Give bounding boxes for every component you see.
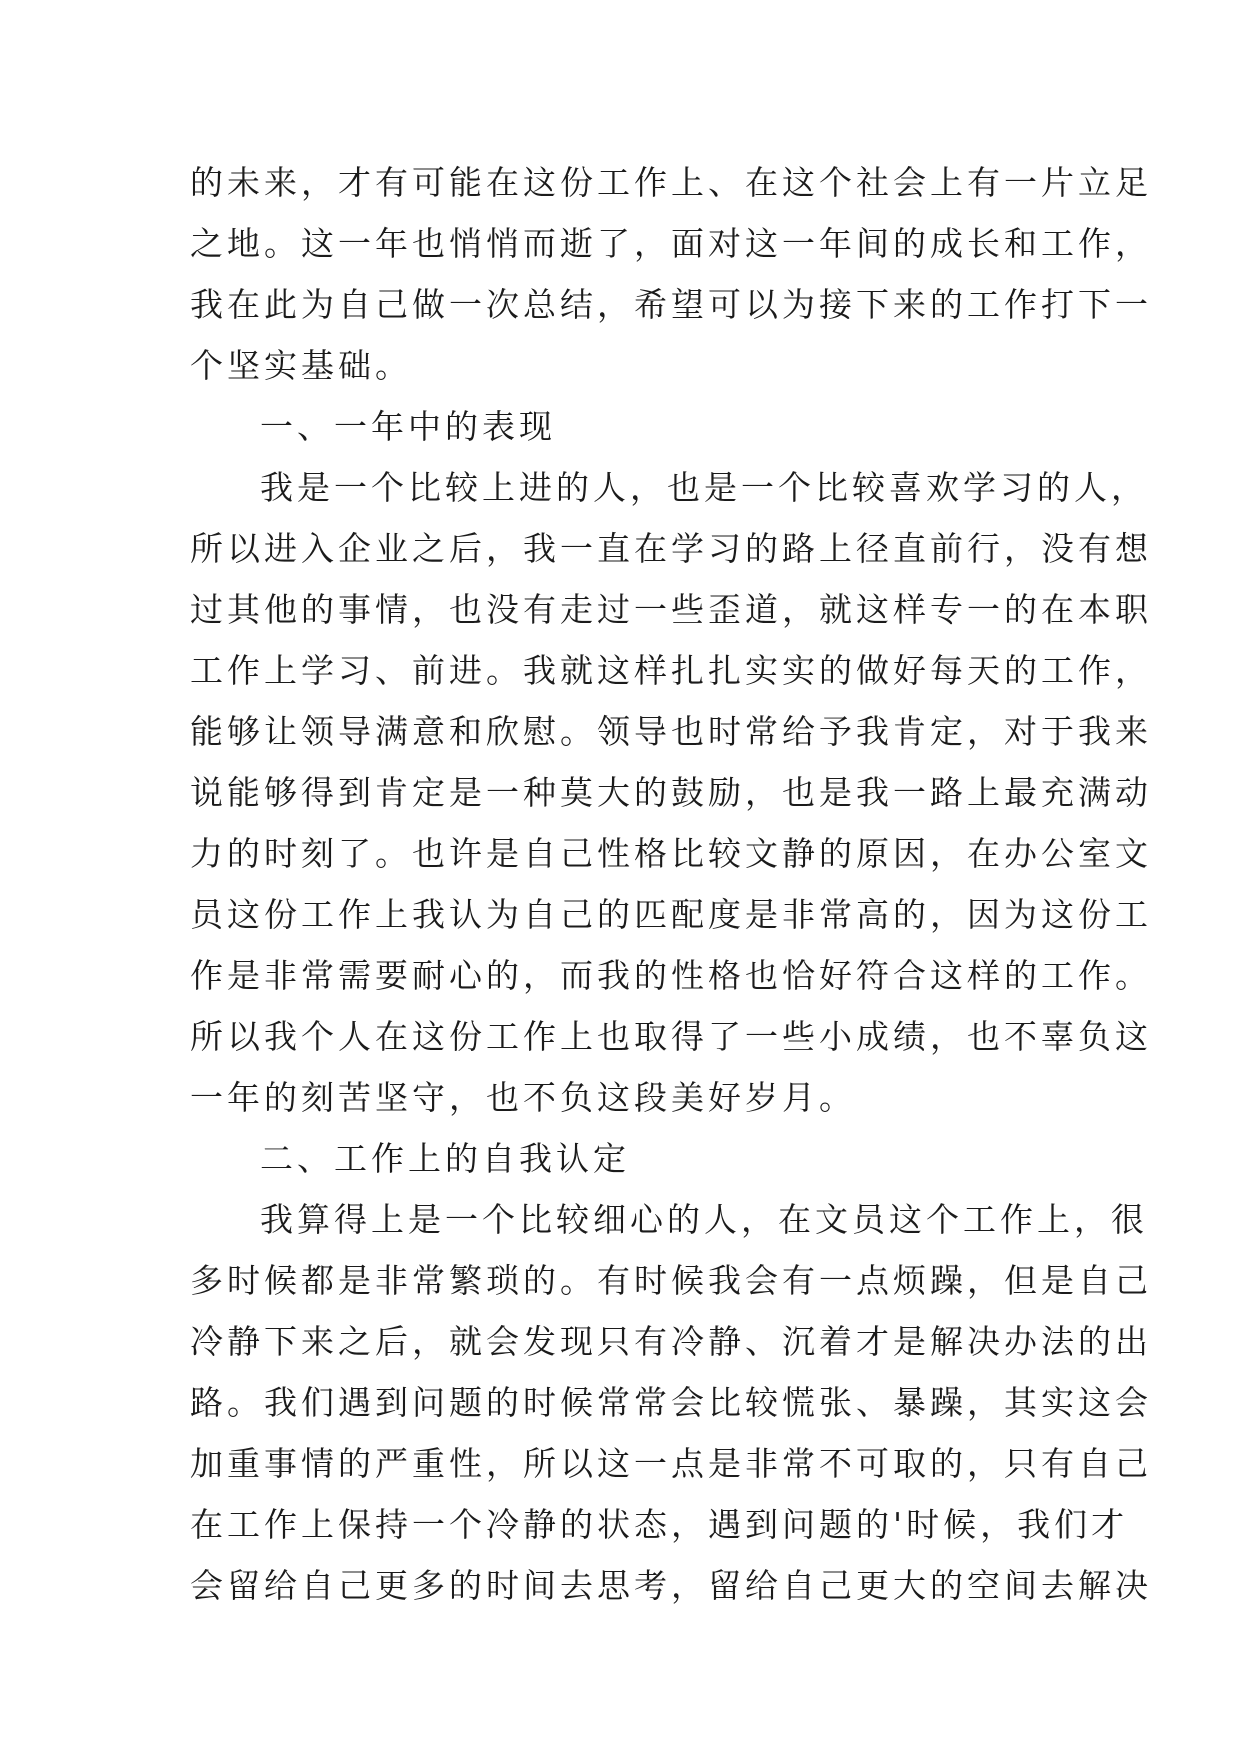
- paragraph-line: 在工作上保持一个冷静的状态，遇到问题的'时候，我们才: [190, 1505, 1129, 1544]
- paragraph-line: 作是非常需要耐心的，而我的性格也恰好符合这样的工作。: [190, 956, 1152, 995]
- paragraph-line: 能够让领导满意和欣慰。领导也时常给予我肯定，对于我来: [190, 712, 1152, 751]
- paragraph-line: 会留给自己更多的时间去思考，留给自己更大的空间去解决: [190, 1566, 1152, 1605]
- paragraph-line: 之地。这一年也悄悄而逝了，面对这一年间的成长和工作，: [190, 224, 1152, 263]
- section-heading: 一、一年中的表现: [260, 407, 556, 446]
- paragraph-line: 所以进入企业之后，我一直在学习的路上径直前行，没有想: [190, 529, 1152, 568]
- paragraph-line: 我在此为自己做一次总结，希望可以为接下来的工作打下一: [190, 285, 1152, 324]
- paragraph-line: 冷静下来之后，就会发现只有冷静、沉着才是解决办法的出: [190, 1322, 1152, 1361]
- paragraph-line: 说能够得到肯定是一种莫大的鼓励，也是我一路上最充满动: [190, 773, 1152, 812]
- paragraph-line: 一年的刻苦坚守，也不负这段美好岁月。: [190, 1078, 856, 1117]
- paragraph-line: 员这份工作上我认为自己的匹配度是非常高的，因为这份工: [190, 895, 1152, 934]
- paragraph-line: 个坚实基础。: [190, 346, 412, 385]
- paragraph-line: 过其他的事情，也没有走过一些歪道，就这样专一的在本职: [190, 590, 1152, 629]
- paragraph-line: 多时候都是非常繁琐的。有时候我会有一点烦躁，但是自己: [190, 1261, 1152, 1300]
- paragraph-line: 我是一个比较上进的人，也是一个比较喜欢学习的人，: [260, 468, 1148, 507]
- section-heading: 二、工作上的自我认定: [260, 1139, 630, 1178]
- body-text: [190, 152, 1152, 1616]
- paragraph-line: 所以我个人在这份工作上也取得了一些小成绩，也不辜负这: [190, 1017, 1152, 1056]
- paragraph-line: 的未来，才有可能在这份工作上、在这个社会上有一片立足: [190, 163, 1152, 202]
- paragraph-line: 我算得上是一个比较细心的人，在文员这个工作上，很: [260, 1200, 1148, 1239]
- paragraph-line: 路。我们遇到问题的时候常常会比较慌张、暴躁，其实这会: [190, 1383, 1152, 1422]
- paragraph-line: 工作上学习、前进。我就这样扎扎实实的做好每天的工作，: [190, 651, 1152, 690]
- paragraph-line: 力的时刻了。也许是自己性格比较文静的原因，在办公室文: [190, 834, 1152, 873]
- paragraph-line: 加重事情的严重性，所以这一点是非常不可取的，只有自己: [190, 1444, 1152, 1483]
